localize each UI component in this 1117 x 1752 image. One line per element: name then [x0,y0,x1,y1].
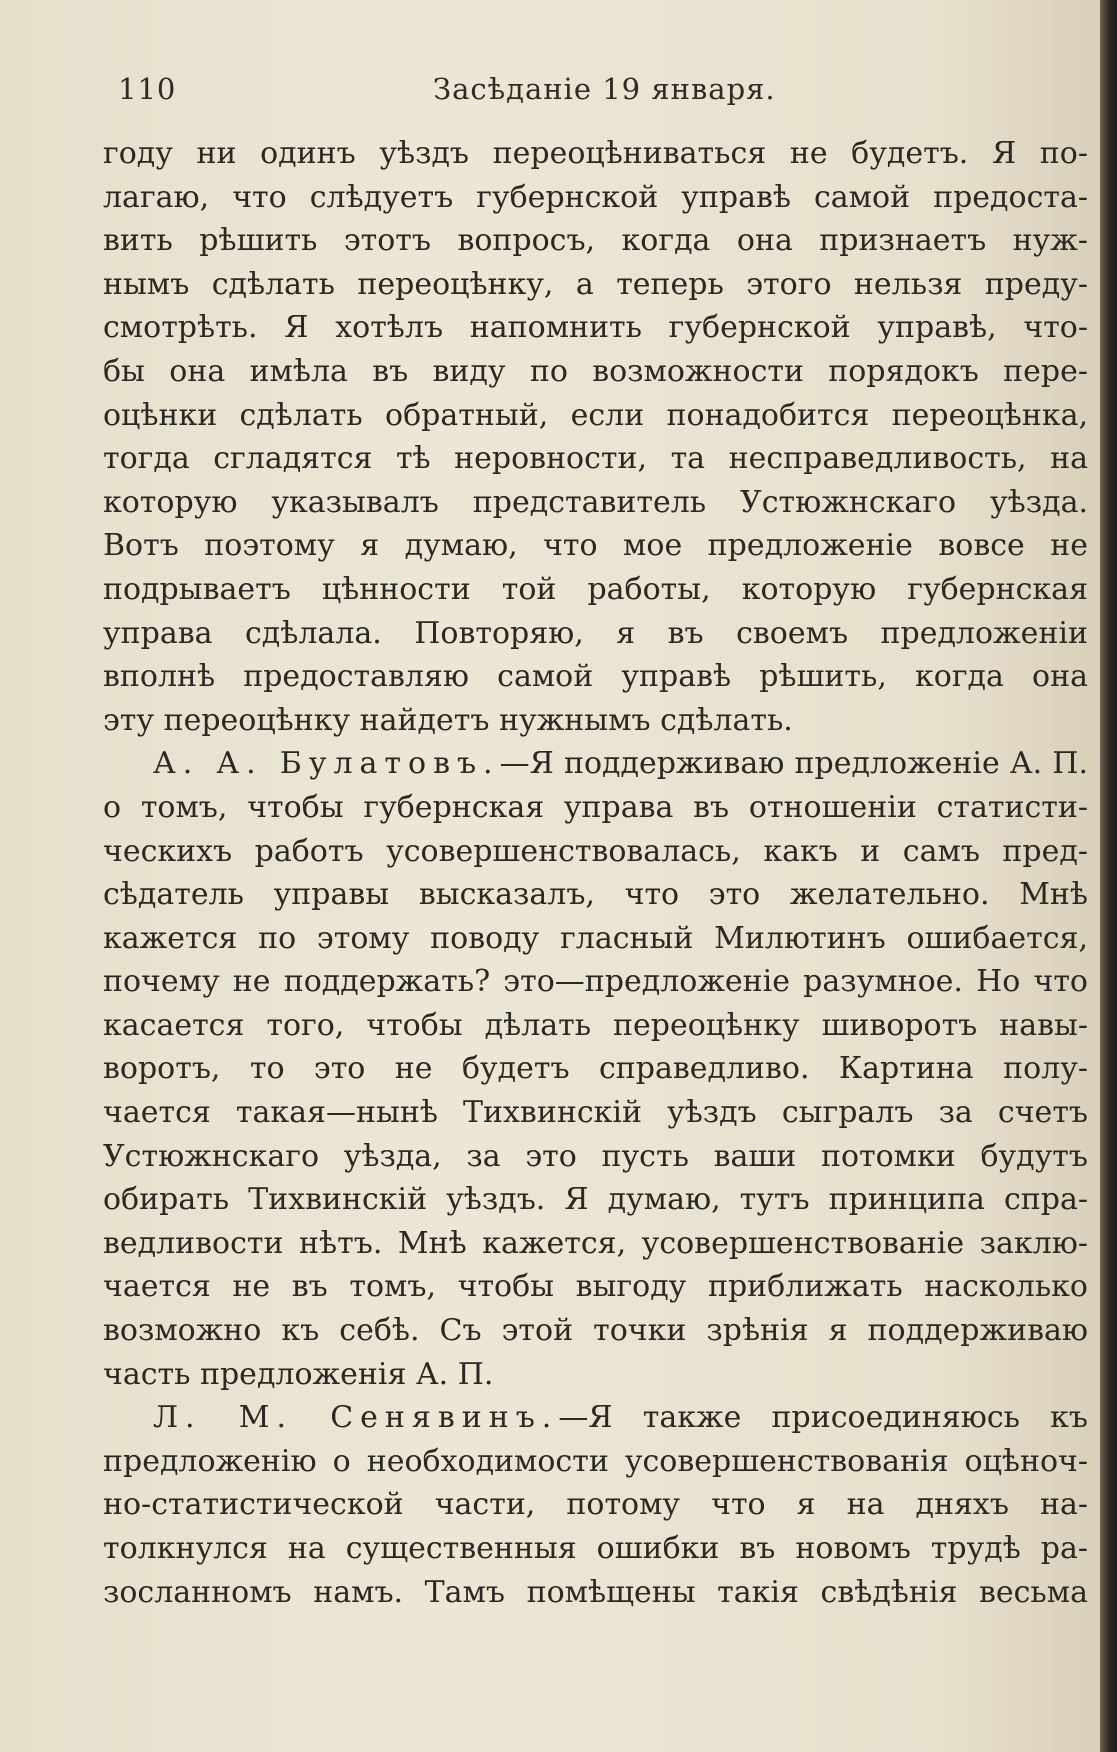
line-text: —Я также присоединяюсь къ [558,1400,1089,1436]
text-line [103,350,1088,394]
line-text: подрываетъ цѣнности той работы, которую губернская [103,571,1088,607]
line-text: чается не въ томъ, чтобы выгоду приближать насколько [103,1269,1088,1305]
line-text: управа сдѣлала. Повторяю, я въ своемъ предложеніи [103,615,1088,651]
line-text: тогда сгладятся тѣ неровности, та несправедливость, на [103,441,1088,477]
text-line [103,1265,1088,1309]
text-line [103,786,1088,830]
text-line [103,1483,1088,1527]
text-line [103,1004,1088,1048]
text-line [103,176,1088,220]
text-line [103,132,1088,176]
line-text: толкнулся на существенныя ошибки въ новомъ трудѣ ра- [103,1531,1088,1566]
body-text [103,132,1088,1614]
line-text: Вотъ поэтому я думаю, что мое предложеніе вовсе не [103,528,1088,564]
text-line [103,481,1088,525]
text-line [103,699,1088,743]
page-number: 110 [118,72,177,106]
text-line [103,742,1088,786]
line-text: чается такая—нынѣ Тихвинскій уѣздъ сыгралъ за счетъ [103,1095,1088,1131]
line-text: смотрѣть. Я хотѣлъ напомнить губернской управѣ, что- [103,310,1088,346]
line-text: но-статистической части, потому что я на дняхъ на- [103,1487,1088,1523]
line-text: вполнѣ предоставляю самой управѣ рѣшить, когда она [103,659,1088,695]
speaker-name: Л. М. Сенявинъ. [153,1400,559,1436]
text-line [103,1353,1088,1397]
line-text: году ни одинъ уѣздъ переоцѣниваться не будетъ. Я по- [103,136,1088,171]
line-text: ведливости нѣтъ. Мнѣ кажется, усовершенствованіе заклю- [103,1225,1088,1261]
text-line [103,873,1088,917]
line-text: о томъ, чтобы губернская управа въ отношеніи статисти- [103,789,1088,825]
text-line [103,1396,1088,1440]
line-text: лагаю, что слѣдуетъ губернской управѣ самой предоста- [103,179,1088,215]
line-text: зосланномъ намъ. Тамъ помѣщены такія свѣдѣнія весьма [103,1574,1088,1610]
text-line [103,1527,1088,1571]
line-text: нымъ сдѣлать переоцѣнку, а теперь этого нельзя преду- [103,266,1088,302]
line-text: предложенію о необходимости усовершенствованія оцѣноч- [103,1443,1088,1479]
line-text: возможно къ себѣ. Съ этой точки зрѣнія я поддерживаю [103,1313,1088,1349]
line-text: часть предложенія А. П. [103,1356,494,1392]
text-line [103,524,1088,568]
line-text: вить рѣшить этотъ вопросъ, когда она признаетъ нуж- [103,223,1088,259]
text-line [103,1309,1088,1353]
text-line [103,1440,1088,1484]
speaker-name: А. А. Булатовъ. [153,746,500,782]
text-line [103,830,1088,874]
text-line [103,1178,1088,1222]
text-line [103,612,1088,656]
line-text: обирать Тихвинскій уѣздъ. Я думаю, тутъ принципа спра- [103,1182,1088,1218]
line-text: воротъ, то это не будетъ справедливо. Картина полу- [103,1051,1088,1087]
text-line [103,437,1088,481]
text-line [103,263,1088,307]
text-line [103,1135,1088,1179]
page-edge-shadow [1100,0,1117,1752]
line-text: кажется по этому поводу гласный Милютинъ ошибается, [103,920,1088,956]
text-line [103,655,1088,699]
text-line [103,1091,1088,1135]
line-text: сѣдатель управы высказалъ, что это желательно. Мнѣ [103,877,1088,913]
text-line [103,219,1088,263]
running-title: Засѣданіе 19 января. [433,72,776,106]
line-text: которую указывалъ представитель Устюжнскаго уѣзда. [103,484,1088,520]
line-text: ческихъ работъ усовершенствовалась, какъ и самъ пред- [103,833,1088,869]
line-text: —Я поддерживаю предложеніе А. П. [499,746,1088,782]
text-line [103,1222,1088,1266]
line-text: Устюжнскаго уѣзда, за это пусть ваши потомки будутъ [103,1138,1088,1174]
line-text: оцѣнки сдѣлать обратный, если понадобится переоцѣнка, [103,397,1088,433]
line-text: эту переоцѣнку найдетъ нужнымъ сдѣлать. [103,702,793,738]
line-text: касается того, чтобы дѣлать переоцѣнку шиворотъ навы- [103,1007,1088,1043]
text-line [103,1571,1088,1615]
line-text: бы она имѣла въ виду по возможности порядокъ пере- [103,353,1088,389]
text-line [103,1047,1088,1091]
page-header [118,62,1088,112]
text-line [103,917,1088,961]
line-text: почему не поддержать? это—предложеніе разумное. Но что [103,964,1088,1000]
text-line [103,960,1088,1004]
text-line [103,394,1088,438]
text-line [103,568,1088,612]
text-line [103,306,1088,350]
